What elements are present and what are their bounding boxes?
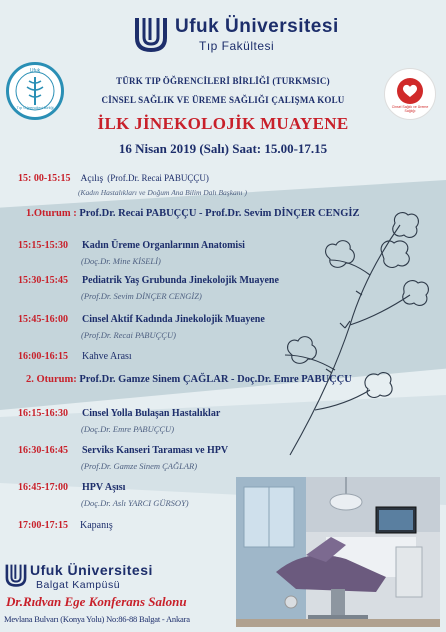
program-title: Kahve Arası	[82, 351, 132, 362]
footer-venue-box	[2, 560, 224, 630]
program-time: 17:00-17:15	[18, 520, 68, 531]
program-title: Cinsel Aktif Kadında Jinekolojik Muayene	[82, 314, 265, 325]
session-label: 2. Oturum:	[26, 374, 77, 385]
left-logo-bottom-text: Tıp Öğrencileri Birliği	[16, 105, 54, 110]
session-label: 1.Oturum :	[26, 208, 77, 219]
program-title: Kadın Üreme Organlarının Anatomisi	[82, 240, 245, 251]
left-logo-top-text: Ufuk	[29, 68, 41, 74]
program-subtitle: (Doç.Dr. Emre PABUÇÇU)	[81, 424, 175, 434]
program-subtitle: (Doç.Dr. Mine KİSELİ)	[81, 256, 161, 266]
program-time: 16:00-16:15	[18, 351, 68, 362]
event-date: 16 Nisan 2019 (Salı) Saat: 15.00-17.15	[118, 141, 328, 156]
program-subtitle: (Prof.Dr. Recai PABUÇÇU)	[81, 330, 176, 340]
program-time: 15: 00-15:15	[18, 173, 71, 184]
program-title: Pediatrik Yaş Grubunda Jinekolojik Muayene	[82, 275, 279, 286]
footer-university-name: Ufuk Üniversitesi	[30, 562, 153, 578]
right-logo-text: Cinsel Sağlık ve Üreme Sağlığı	[391, 105, 429, 113]
program-item-closing	[18, 515, 238, 533]
footer-campus: Balgat Kampüsü	[36, 579, 121, 591]
organizer-line-1: TÜRK TIP ÖĞRENCİLERİ BİRLİĞİ (TURKMSIC)	[116, 76, 330, 86]
program-title: Cinsel Yolla Bulaşan Hastalıklar	[82, 408, 221, 419]
footer-venue: Dr.Rıdvan Ege Konferans Salonu	[6, 594, 187, 609]
university-name: Ufuk Üniversitesi	[175, 16, 339, 37]
program-title: Açılış	[80, 174, 104, 184]
program-time: 15:45-16:00	[18, 314, 68, 325]
organizer-line-2: CİNSEL SAĞLIK VE ÜREME SAĞLIĞI ÇALIŞMA KOLU	[101, 95, 345, 105]
program-time: 16:15-16:30	[18, 408, 68, 419]
program-title: Serviks Kanseri Taraması ve HPV	[82, 445, 229, 456]
program-subtitle: (Kadın Hastalıkları ve Doğum Ana Bilim Dalı Başkanı )	[78, 188, 248, 197]
examination-room-photo	[236, 477, 440, 627]
program-speaker: (Prof.Dr. Recai PABUÇÇU)	[107, 173, 209, 183]
university-logo-icon	[133, 14, 169, 54]
program-time: 16:45-17:00	[18, 482, 68, 493]
event-title: İLK JİNEKOLOJİK MUAYENE	[97, 114, 349, 133]
program-time: 15:30-15:45	[18, 275, 68, 286]
session-chairs: Prof.Dr. Gamze Sinem ÇAĞLAR - Doç.Dr. Emre PABUÇÇU	[79, 374, 352, 385]
program-title: Kapanış	[80, 520, 113, 531]
student-union-logo	[6, 62, 64, 120]
plant-illustration	[270, 205, 440, 465]
program-title: HPV Aşısı	[82, 482, 126, 493]
faculty-name: Tıp Fakültesi	[199, 39, 275, 53]
session-chairs: Prof.Dr. Recai PABUÇÇU - Prof.Dr. Sevim DİNÇER CENGİZ	[79, 208, 360, 219]
program-time: 15:15-15:30	[18, 240, 68, 251]
program-time: 16:30-16:45	[18, 445, 68, 456]
footer-address: Mevlana Bulvarı (Konya Yolu) No:86-88 Balgat - Ankara	[4, 614, 190, 624]
university-header	[133, 12, 353, 58]
program-subtitle: (Prof.Dr. Sevim DİNÇER CENGİZ)	[81, 291, 202, 301]
program-subtitle: (Prof.Dr. Gamze Sinem ÇAĞLAR)	[81, 461, 198, 471]
footer-university-logo-icon	[4, 562, 28, 588]
program-item-opening	[18, 168, 438, 197]
program-subtitle: (Doç.Dr. Aslı YARCI GÜRSOY)	[81, 498, 189, 508]
program-item-hpv-vaccine	[18, 477, 238, 508]
